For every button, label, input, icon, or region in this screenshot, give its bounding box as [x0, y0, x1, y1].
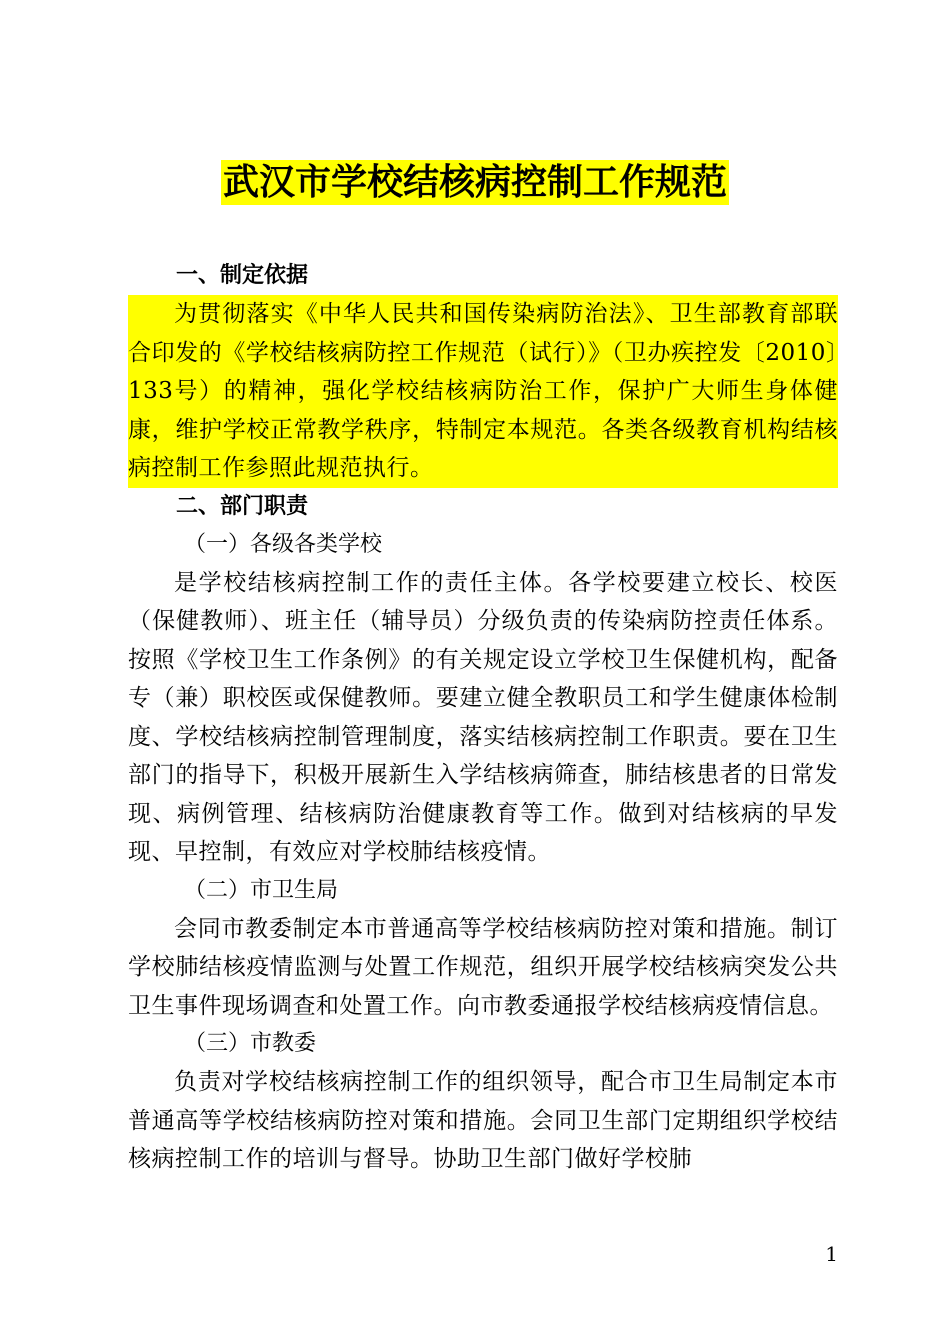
subsection-paragraph-education-commission: 负责对学校结核病控制工作的组织领导，配合市卫生局制定本市普通高等学校结核病防控对策和措施。会同卫生部门定期组织学校结核病控制工作的培训与督导。协助卫生部门做好学校肺 — [128, 1069, 838, 1172]
document-title — [0, 158, 950, 208]
section-paragraph-basis: 为贯彻落实《中华人民共和国传染病防治法》、卫生部教育部联合印发的《学校结核病防控工作规范（试行）》（卫办疾控发〔2010〕133号）的精神，强化学校结核病防治工作，保护广大师生身体健康，维护学校正常教学秩序，特制定本规范。各类各级教育机构结核病控制工作参照此规范执行。 — [128, 295, 838, 488]
subsection-heading-schools: （一）各级各类学校 — [184, 531, 383, 557]
section-heading-basis: 一、制定依据 — [176, 263, 309, 288]
subsection-heading-health-bureau: （二）市卫生局 — [184, 877, 339, 903]
document-title-text: 武汉市学校结核病控制工作规范 — [222, 162, 727, 203]
page-number: 1 — [825, 1242, 838, 1266]
document-body — [128, 257, 838, 1179]
subsection-paragraph-health-bureau: 会同市教委制定本市普通高等学校结核病防控对策和措施。制订学校肺结核疫情监测与处置工作规范，组织开展学校结核病突发公共卫生事件现场调查和处置工作。向市教委通报学校结核病疫情信息。 — [128, 915, 838, 1019]
subsection-heading-education-commission: （三）市教委 — [184, 1031, 317, 1056]
section-heading-duties: 二、部门职责 — [176, 493, 309, 519]
subsection-paragraph-schools: 是学校结核病控制工作的责任主体。各学校要建立校长、校医（保健教师）、班主任（辅导员）分级负责的传染病防控责任体系。按照《学校卫生工作条例》的有关规定设立学校卫生保健机构，配备专（兼）职校医或保健教师。要建立健全教职员工和学生健康体检制度、学校结核病控制管理制度，落实结核病控制工作职责。要在卫生部门的指导下，积极开展新生入学结核病筛查，肺结核患者的日常发现、病例管理、结核病防治健康教育等工作。做到对结核病的早发现、早控制，有效应对学校肺结核疫情。 — [128, 569, 838, 865]
